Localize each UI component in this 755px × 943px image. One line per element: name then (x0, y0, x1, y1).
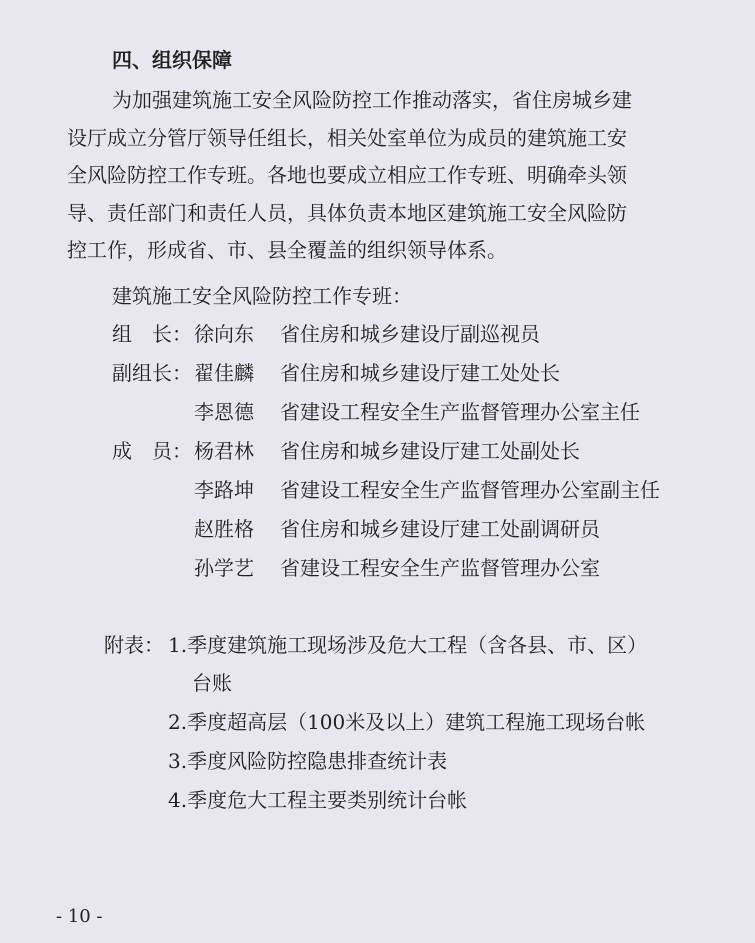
member-name: 李路坤 (194, 478, 254, 502)
appendix-item: 4.季度危大工程主要类别统计台帐 (168, 788, 468, 812)
appendix-item: 3.季度风险防控隐患排查统计表 (168, 749, 448, 773)
appendix-item: 2.季度超高层（100米及以上）建筑工程施工现场台帐 (168, 710, 646, 734)
section-heading: 四、组织保障 (112, 48, 232, 72)
member-role: 组 长： (112, 322, 192, 346)
member-title: 省建设工程安全生产监督管理办公室 (280, 556, 600, 580)
task-force-title: 建筑施工安全风险防控工作专班： (112, 284, 412, 308)
member-role: 副组长： (112, 361, 192, 385)
member-name: 孙学艺 (194, 556, 254, 580)
paragraph-line: 设厅成立分管厅领导任组长，相关处室单位为成员的建筑施工安 (67, 125, 627, 150)
paragraph-line: 导、责任部门和责任人员，具体负责本地区建筑施工安全风险防 (67, 200, 627, 225)
page-number: - 10 - (56, 906, 103, 927)
appendix-label: 附表： (104, 633, 164, 657)
appendix-item: 1.季度建筑施工现场涉及危大工程（含各县、市、区） (168, 633, 648, 657)
member-name: 杨君林 (194, 439, 254, 463)
member-title: 省建设工程安全生产监督管理办公室副主任 (280, 478, 660, 502)
member-title: 省住房和城乡建设厅建工处副处长 (280, 439, 580, 463)
member-title: 省住房和城乡建设厅建工处处长 (280, 361, 560, 385)
body-paragraph (67, 82, 675, 270)
member-title: 省住房和城乡建设厅副巡视员 (280, 322, 540, 346)
paragraph-line: 为加强建筑施工安全风险防控工作推动落实，省住房城乡建 (112, 88, 632, 112)
member-title: 省建设工程安全生产监督管理办公室主任 (280, 400, 640, 424)
member-name: 翟佳麟 (194, 361, 254, 385)
paragraph-line: 控工作，形成省、市、县全覆盖的组织领导体系。 (67, 238, 507, 262)
member-name: 徐向东 (194, 322, 254, 346)
member-title: 省住房和城乡建设厅建工处副调研员 (280, 517, 600, 541)
member-role: 成 员： (112, 439, 192, 463)
member-name: 李恩德 (194, 400, 254, 424)
member-name: 赵胜格 (194, 517, 254, 541)
paragraph-line: 全风险防控工作专班。各地也要成立相应工作专班、明确牵头领 (67, 163, 627, 187)
appendix-item: 台账 (192, 671, 232, 695)
